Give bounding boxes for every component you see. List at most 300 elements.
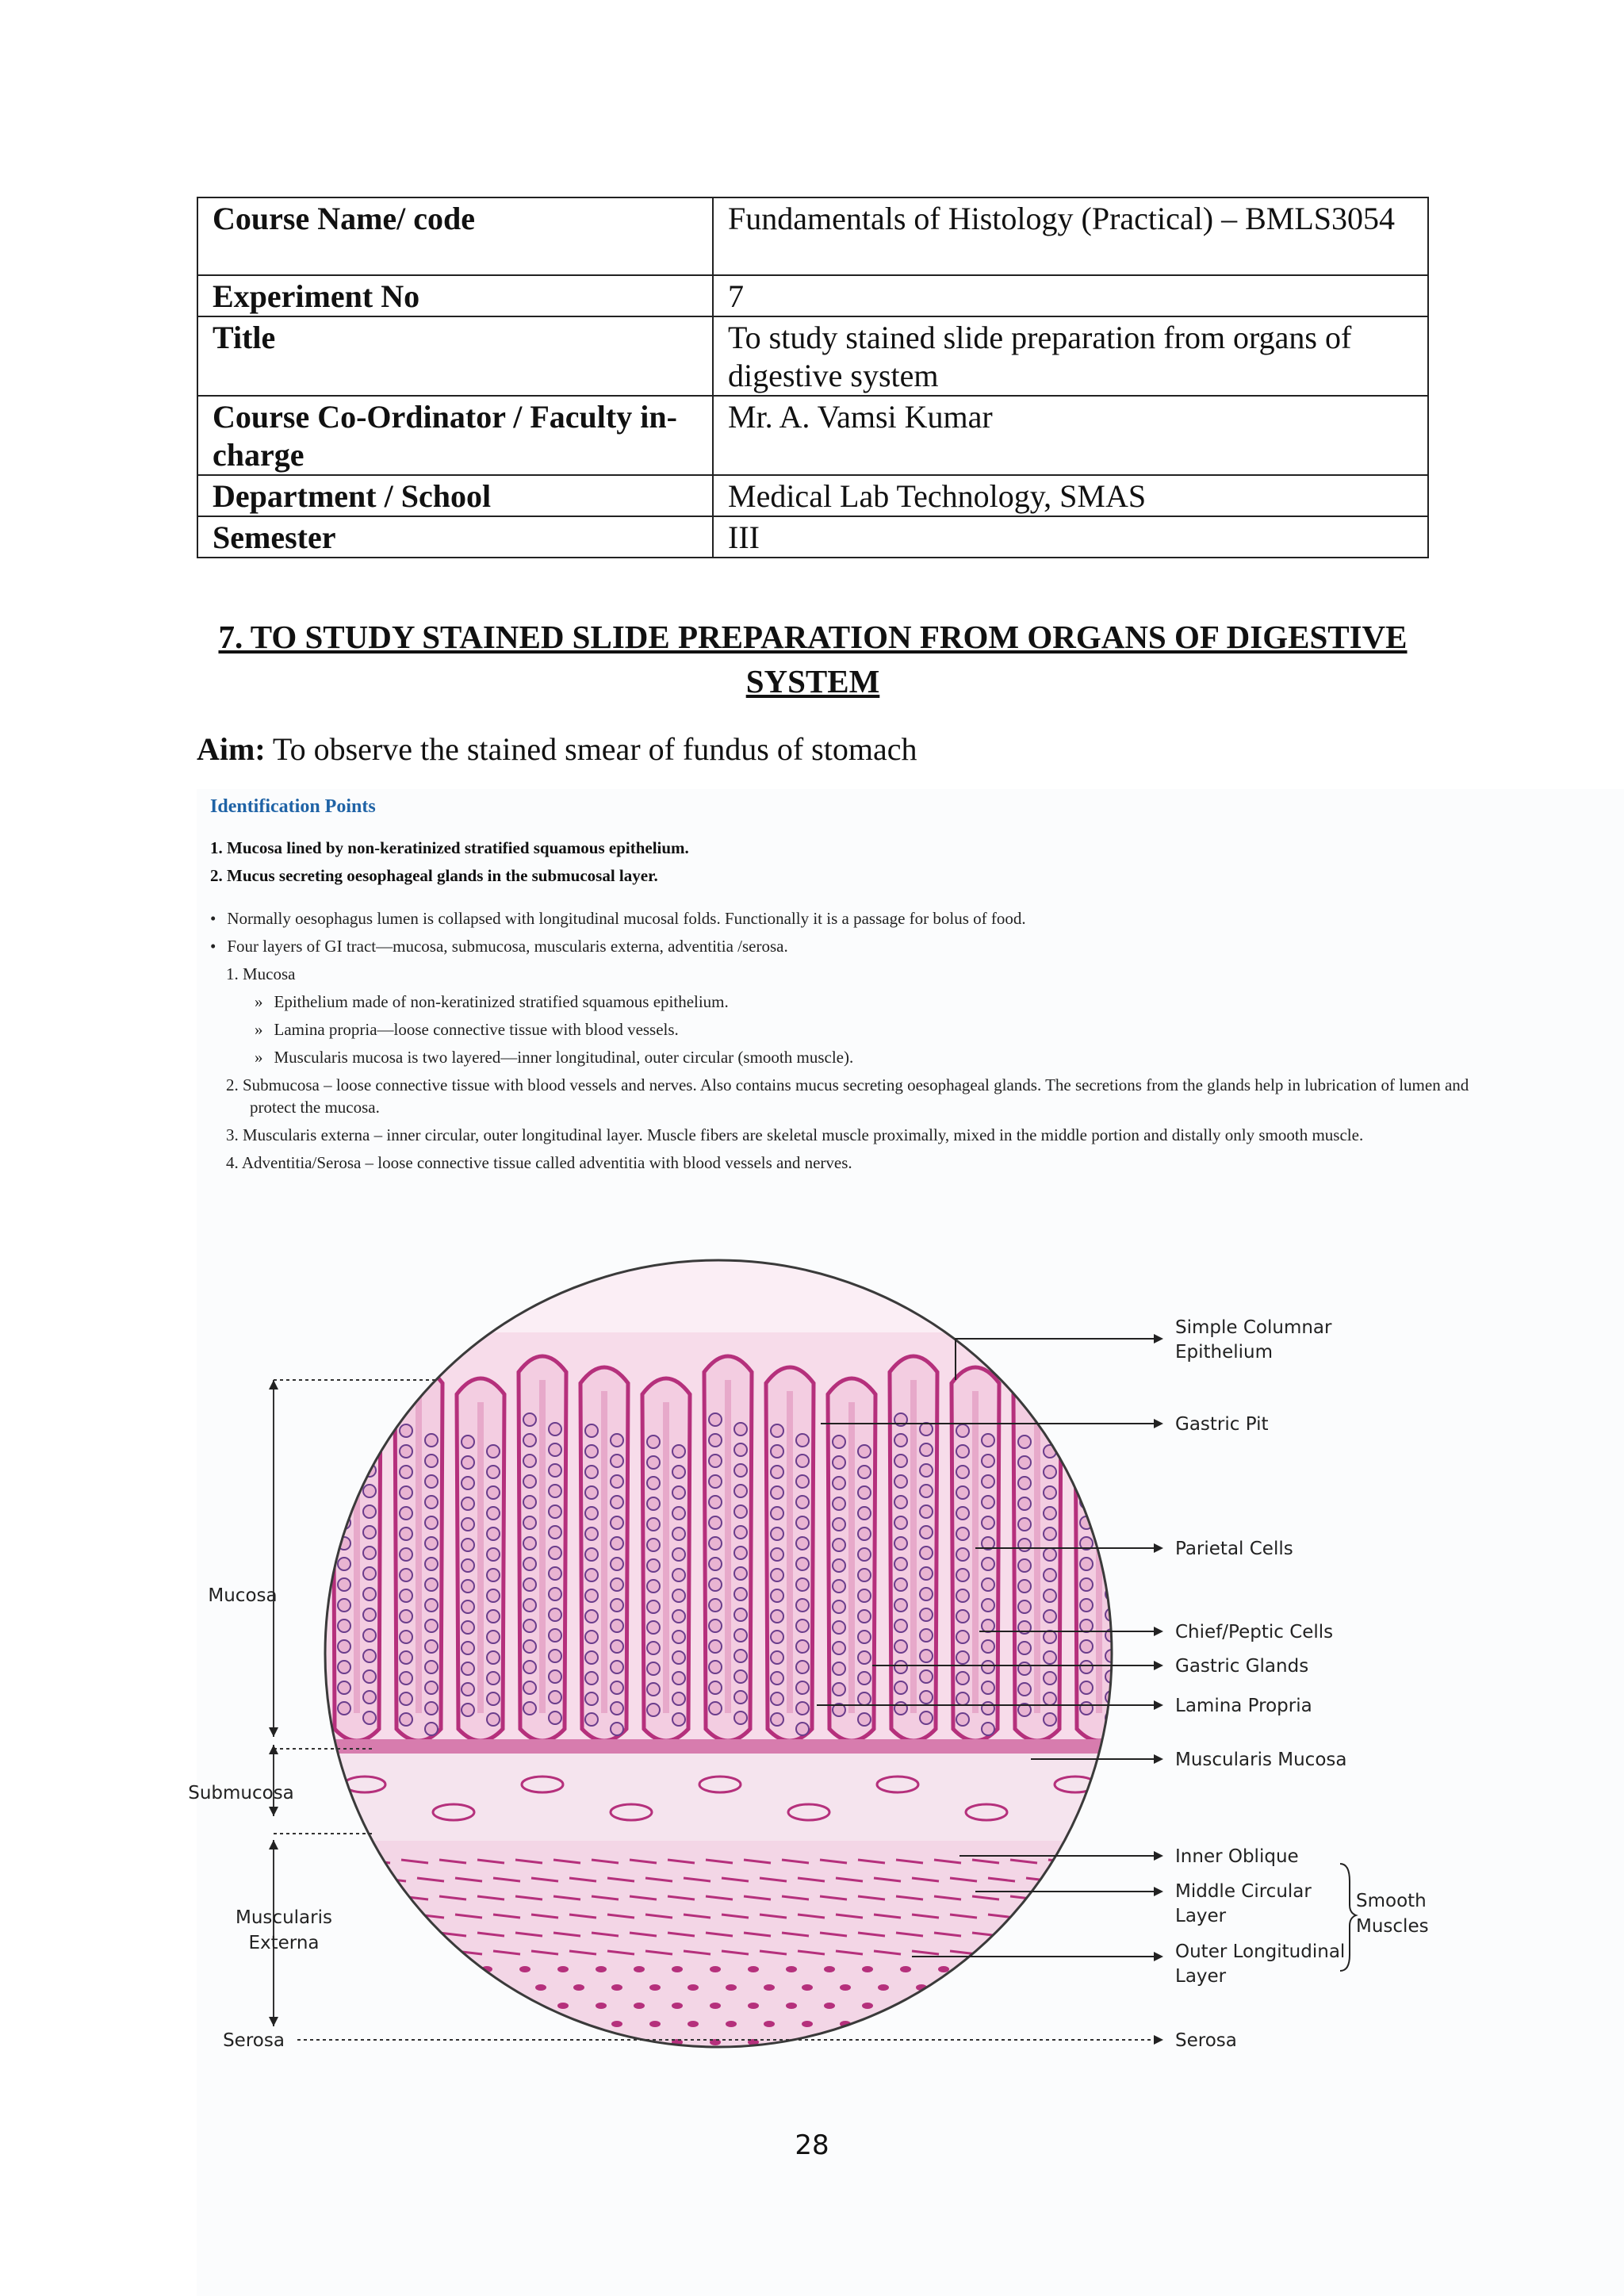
cell-nucleus bbox=[338, 1558, 350, 1570]
cell-nucleus bbox=[1044, 1548, 1056, 1561]
cell-nucleus bbox=[1018, 1580, 1031, 1593]
row-label: Department / School bbox=[197, 475, 713, 516]
row-value: Fundamentals of Histology (Practical) – BMLS3054 bbox=[713, 197, 1428, 275]
sub-text: Epithelium made of non-keratinized stratified squamous epithelium. bbox=[274, 992, 729, 1011]
cell-nucleus bbox=[1044, 1631, 1056, 1643]
muscle-fibre bbox=[1030, 2021, 1041, 2027]
cell-nucleus bbox=[363, 1443, 376, 1456]
cell-nucleus bbox=[647, 1704, 660, 1716]
cell-nucleus bbox=[523, 1434, 536, 1447]
cell-nucleus bbox=[338, 1475, 350, 1488]
cell-nucleus bbox=[462, 1477, 474, 1489]
cell-nucleus bbox=[400, 1713, 412, 1726]
muscle-fibre bbox=[1102, 1878, 1129, 1881]
aim-statement bbox=[197, 728, 917, 771]
list-item bbox=[210, 1018, 1479, 1041]
cell-nucleus bbox=[672, 1486, 685, 1499]
cell-nucleus bbox=[672, 1569, 685, 1581]
cell-nucleus bbox=[585, 1466, 598, 1478]
cell-nucleus bbox=[523, 1661, 536, 1673]
tissue-field bbox=[309, 1237, 1167, 2070]
stomach-fundus-diagram bbox=[188, 1237, 1515, 2070]
list-item bbox=[210, 991, 1479, 1013]
cell-nucleus bbox=[400, 1507, 412, 1520]
cell-nucleus bbox=[400, 1548, 412, 1561]
muscle-fibre bbox=[341, 1951, 368, 1954]
cell-nucleus bbox=[363, 1629, 376, 1642]
muscle-fibre bbox=[459, 1984, 470, 1991]
cell-nucleus bbox=[920, 1691, 933, 1704]
muscle-fibre bbox=[519, 2003, 530, 2009]
cell-nucleus bbox=[734, 1650, 747, 1662]
cell-nucleus bbox=[363, 1711, 376, 1724]
label-externa: Externa bbox=[248, 1933, 320, 1953]
cell-nucleus bbox=[425, 1599, 438, 1612]
cell-nucleus bbox=[982, 1619, 994, 1632]
arrow-head bbox=[269, 1380, 278, 1389]
cell-nucleus bbox=[771, 1569, 783, 1581]
label-outer-layer: Layer bbox=[1175, 1966, 1227, 1987]
muscle-fibre bbox=[363, 1933, 390, 1936]
muscle-fibre bbox=[341, 1915, 368, 1918]
cell-nucleus bbox=[920, 1547, 933, 1559]
cell-nucleus bbox=[611, 1537, 623, 1550]
cell-nucleus bbox=[523, 1455, 536, 1467]
cell-nucleus bbox=[771, 1445, 783, 1458]
cell-nucleus bbox=[523, 1496, 536, 1508]
label-chief-cells: Chief/Peptic Cells bbox=[1175, 1622, 1334, 1642]
muscle-fibre bbox=[976, 1966, 987, 1972]
cell-nucleus bbox=[1105, 1485, 1118, 1497]
cell-nucleus bbox=[1044, 1569, 1056, 1581]
cell-nucleus bbox=[858, 1548, 871, 1561]
cell-nucleus bbox=[833, 1477, 845, 1489]
cell-nucleus bbox=[796, 1723, 809, 1735]
muscle-fibre bbox=[1064, 1878, 1091, 1881]
cell-nucleus bbox=[462, 1642, 474, 1654]
cell-nucleus bbox=[771, 1507, 783, 1520]
muscle-fibre bbox=[824, 2003, 835, 2009]
label-gastric-pit: Gastric Pit bbox=[1175, 1414, 1269, 1435]
muscle-fibre bbox=[786, 2003, 797, 2009]
cell-nucleus bbox=[549, 1629, 561, 1642]
cell-nucleus bbox=[709, 1702, 722, 1715]
muscle-fibre bbox=[938, 1966, 949, 1972]
cell-nucleus bbox=[894, 1496, 907, 1508]
muscle-fibre bbox=[325, 1860, 352, 1863]
list-item: 4. Adventitia/Serosa – loose connective tissue called adventitia with blood vessels and nerves. bbox=[226, 1153, 852, 1172]
cell-nucleus bbox=[858, 1589, 871, 1602]
cell-nucleus bbox=[585, 1445, 598, 1458]
muscle-fibre bbox=[726, 2021, 737, 2027]
muscle-fibre bbox=[1124, 1860, 1151, 1863]
arrow-head bbox=[1154, 1419, 1163, 1428]
muscle-fibre bbox=[1086, 1860, 1113, 1863]
muscle-fibre bbox=[325, 1933, 352, 1936]
arrow-head bbox=[1154, 1543, 1163, 1553]
cell-nucleus bbox=[894, 1661, 907, 1673]
cell-nucleus bbox=[956, 1651, 969, 1664]
cell-nucleus bbox=[956, 1466, 969, 1478]
cell-nucleus bbox=[1080, 1434, 1093, 1447]
cell-nucleus bbox=[647, 1580, 660, 1593]
cell-nucleus bbox=[425, 1496, 438, 1508]
muscle-fibre bbox=[802, 2021, 813, 2027]
arrow-head bbox=[1154, 1627, 1163, 1636]
cell-nucleus bbox=[611, 1681, 623, 1694]
cell-nucleus bbox=[894, 1434, 907, 1447]
cell-nucleus bbox=[1044, 1527, 1056, 1540]
cell-nucleus bbox=[833, 1456, 845, 1469]
cell-nucleus bbox=[734, 1485, 747, 1497]
muscle-fibre bbox=[379, 1951, 406, 1954]
cell-nucleus bbox=[894, 1558, 907, 1570]
cell-nucleus bbox=[1080, 1578, 1093, 1591]
cell-nucleus bbox=[709, 1640, 722, 1653]
muscle-fibre bbox=[649, 2021, 661, 2027]
cell-nucleus bbox=[796, 1599, 809, 1612]
cell-nucleus bbox=[771, 1631, 783, 1643]
muscle-fibre bbox=[405, 2003, 416, 2009]
row-value: Medical Lab Technology, SMAS bbox=[713, 475, 1428, 516]
cell-nucleus bbox=[833, 1497, 845, 1510]
label-serosa-right: Serosa bbox=[1175, 2030, 1237, 2051]
cell-nucleus bbox=[796, 1702, 809, 1715]
layer-heading: 1. Mucosa bbox=[226, 964, 296, 983]
cell-nucleus bbox=[709, 1413, 722, 1426]
cell-nucleus bbox=[894, 1599, 907, 1612]
cell-nucleus bbox=[400, 1631, 412, 1643]
cell-nucleus bbox=[549, 1691, 561, 1704]
muscle-fibre bbox=[672, 2003, 683, 2009]
cell-nucleus bbox=[709, 1434, 722, 1447]
cell-nucleus bbox=[585, 1631, 598, 1643]
cell-nucleus bbox=[363, 1423, 376, 1435]
muscle-fibre bbox=[596, 1966, 607, 1972]
cell-nucleus bbox=[734, 1464, 747, 1477]
cell-nucleus bbox=[709, 1661, 722, 1673]
muscle-fibre bbox=[443, 2003, 454, 2009]
cell-nucleus bbox=[833, 1642, 845, 1654]
muscle-fibre bbox=[1068, 1984, 1079, 1991]
label-gastric-glands: Gastric Glands bbox=[1175, 1656, 1309, 1677]
table-row bbox=[197, 275, 1428, 316]
cell-nucleus bbox=[833, 1539, 845, 1551]
label-epithelium: Epithelium bbox=[1175, 1342, 1274, 1363]
table-row bbox=[197, 197, 1428, 275]
cell-nucleus bbox=[647, 1642, 660, 1654]
experiment-heading: 7. TO STUDY STAINED SLIDE PREPARATION FROM ORGANS OF DIGESTIVE SYSTEM bbox=[218, 619, 1408, 700]
cell-nucleus bbox=[338, 1496, 350, 1508]
label-middle-circular: Middle Circular bbox=[1175, 1881, 1312, 1902]
cell-nucleus bbox=[709, 1455, 722, 1467]
cell-nucleus bbox=[462, 1662, 474, 1675]
muscle-fibre bbox=[764, 2021, 775, 2027]
cell-nucleus bbox=[363, 1567, 376, 1580]
muscle-fibre bbox=[557, 2003, 569, 2009]
cell-nucleus bbox=[858, 1631, 871, 1643]
muscle-fibre bbox=[535, 1984, 546, 1991]
muscle-fibre bbox=[938, 2003, 949, 2009]
cell-nucleus bbox=[400, 1466, 412, 1478]
label-outer-longitudinal: Outer Longitudinal bbox=[1175, 1941, 1346, 1962]
cell-nucleus bbox=[1105, 1423, 1118, 1435]
cell-nucleus bbox=[400, 1569, 412, 1581]
cell-nucleus bbox=[523, 1599, 536, 1612]
identification-title: Identification Points bbox=[210, 796, 376, 817]
cell-nucleus bbox=[894, 1475, 907, 1488]
cell-nucleus bbox=[1044, 1672, 1056, 1685]
arrow-head bbox=[1154, 1887, 1163, 1896]
cell-nucleus bbox=[796, 1640, 809, 1653]
list-item bbox=[210, 935, 1479, 957]
cell-nucleus bbox=[487, 1672, 500, 1685]
muscle-fibre bbox=[1014, 1966, 1025, 1972]
muscle-fibre bbox=[992, 1984, 1003, 1991]
table-row bbox=[197, 316, 1428, 396]
cell-nucleus bbox=[487, 1610, 500, 1623]
cell-nucleus bbox=[858, 1692, 871, 1705]
muscle-fibre bbox=[878, 2021, 889, 2027]
cell-nucleus bbox=[672, 1631, 685, 1643]
list-item: 2. Submucosa – loose connective tissue with blood vessels and nerves. Also contains mucus secreting oesophageal glands. The secretions from the glands help in lubrication of lumen and protect the mucosa. bbox=[226, 1075, 1469, 1117]
cell-nucleus bbox=[549, 1711, 561, 1724]
cell-nucleus bbox=[672, 1507, 685, 1520]
sub-text: Lamina propria—loose connective tissue with blood vessels. bbox=[274, 1020, 679, 1039]
cell-nucleus bbox=[734, 1505, 747, 1518]
cell-nucleus bbox=[734, 1588, 747, 1600]
cell-nucleus bbox=[894, 1619, 907, 1632]
muscle-fibre bbox=[325, 1896, 352, 1899]
cell-nucleus bbox=[982, 1723, 994, 1735]
cell-nucleus bbox=[920, 1505, 933, 1518]
cell-nucleus bbox=[523, 1681, 536, 1694]
aim-label: Aim: bbox=[197, 731, 266, 767]
cell-nucleus bbox=[400, 1527, 412, 1540]
muscle-fibre bbox=[1064, 1951, 1091, 1954]
muscle-fibre bbox=[672, 1966, 683, 1972]
cell-nucleus bbox=[338, 1702, 350, 1715]
cell-nucleus bbox=[523, 1619, 536, 1632]
label-mucosa: Mucosa bbox=[208, 1585, 278, 1606]
cell-nucleus bbox=[549, 1670, 561, 1683]
list-item bbox=[210, 907, 1479, 930]
cell-nucleus bbox=[611, 1599, 623, 1612]
bullet-text: Normally oesophagus lumen is collapsed with longitudinal mucosal folds. Functionally it is a passage for bolus of food. bbox=[227, 909, 1026, 928]
cell-nucleus bbox=[462, 1559, 474, 1572]
cell-nucleus bbox=[647, 1518, 660, 1531]
cell-nucleus bbox=[920, 1650, 933, 1662]
cell-nucleus bbox=[647, 1497, 660, 1510]
cell-nucleus bbox=[956, 1486, 969, 1499]
cell-nucleus bbox=[709, 1537, 722, 1550]
cell-nucleus bbox=[647, 1477, 660, 1489]
cell-nucleus bbox=[363, 1547, 376, 1559]
arrow-head bbox=[1154, 1952, 1163, 1961]
cell-nucleus bbox=[585, 1569, 598, 1581]
muscle-fibre bbox=[611, 2021, 622, 2027]
cell-nucleus bbox=[647, 1435, 660, 1448]
cell-nucleus bbox=[894, 1640, 907, 1653]
muscle-fibre bbox=[1048, 1933, 1075, 1936]
cell-nucleus bbox=[796, 1681, 809, 1694]
cell-nucleus bbox=[771, 1424, 783, 1437]
cell-nucleus bbox=[462, 1580, 474, 1593]
cell-nucleus bbox=[1018, 1497, 1031, 1510]
cell-nucleus bbox=[363, 1588, 376, 1600]
arrow-head bbox=[1154, 1334, 1163, 1343]
muscle-fibre bbox=[726, 1984, 737, 1991]
cell-nucleus bbox=[425, 1537, 438, 1550]
row-label: Semester bbox=[197, 516, 713, 558]
cell-nucleus bbox=[709, 1578, 722, 1591]
muscle-fibre bbox=[1090, 2003, 1101, 2009]
cell-nucleus bbox=[956, 1507, 969, 1520]
cell-nucleus bbox=[487, 1569, 500, 1581]
cell-nucleus bbox=[858, 1651, 871, 1664]
cell-nucleus bbox=[487, 1445, 500, 1458]
cell-nucleus bbox=[647, 1683, 660, 1696]
cell-nucleus bbox=[487, 1486, 500, 1499]
cell-nucleus bbox=[611, 1640, 623, 1653]
muscle-fibre bbox=[1144, 2021, 1155, 2027]
cell-nucleus bbox=[672, 1466, 685, 1478]
cell-nucleus bbox=[549, 1505, 561, 1518]
cell-nucleus bbox=[611, 1475, 623, 1488]
muscle-fibre bbox=[417, 1951, 444, 1954]
cell-nucleus bbox=[1105, 1691, 1118, 1704]
cell-nucleus bbox=[487, 1713, 500, 1726]
cell-nucleus bbox=[462, 1497, 474, 1510]
muscle-fibre bbox=[802, 1984, 813, 1991]
cell-nucleus bbox=[796, 1558, 809, 1570]
muscle-fibre bbox=[764, 1984, 775, 1991]
cell-nucleus bbox=[920, 1588, 933, 1600]
cell-nucleus bbox=[1044, 1507, 1056, 1520]
cell-nucleus bbox=[585, 1692, 598, 1705]
cell-nucleus bbox=[549, 1567, 561, 1580]
cell-nucleus bbox=[1044, 1486, 1056, 1499]
muscle-fibre bbox=[1102, 1915, 1129, 1918]
muscle-fibre bbox=[497, 2021, 508, 2027]
cell-nucleus bbox=[1018, 1477, 1031, 1489]
cell-nucleus bbox=[982, 1640, 994, 1653]
cell-nucleus bbox=[1080, 1455, 1093, 1467]
cell-nucleus bbox=[982, 1702, 994, 1715]
cell-nucleus bbox=[549, 1423, 561, 1435]
cell-nucleus bbox=[611, 1702, 623, 1715]
cell-nucleus bbox=[920, 1464, 933, 1477]
muscle-fibre bbox=[1064, 1915, 1091, 1918]
row-value: Mr. A. Vamsi Kumar bbox=[713, 396, 1428, 475]
label-parietal-cells: Parietal Cells bbox=[1175, 1539, 1293, 1559]
cell-nucleus bbox=[611, 1455, 623, 1467]
muscle-fibre bbox=[345, 1984, 356, 1991]
bullet-text: Four layers of GI tract—mucosa, submucosa, muscularis externa, adventitia /serosa. bbox=[227, 937, 788, 956]
cell-nucleus bbox=[796, 1661, 809, 1673]
cell-nucleus bbox=[796, 1537, 809, 1550]
cell-nucleus bbox=[734, 1443, 747, 1456]
arrow-head bbox=[269, 1727, 278, 1737]
label-smooth: Smooth bbox=[1356, 1891, 1427, 1911]
cell-nucleus bbox=[1080, 1640, 1093, 1653]
cell-nucleus bbox=[734, 1711, 747, 1724]
cell-nucleus bbox=[400, 1651, 412, 1664]
muscle-fibre bbox=[535, 2021, 546, 2027]
cell-nucleus bbox=[982, 1681, 994, 1694]
muscle-fibre bbox=[1090, 1966, 1101, 1972]
label-muscles: Muscles bbox=[1356, 1916, 1429, 1937]
cell-nucleus bbox=[982, 1434, 994, 1447]
cell-nucleus bbox=[523, 1558, 536, 1570]
cell-nucleus bbox=[956, 1589, 969, 1602]
muscle-fibre bbox=[1124, 1933, 1151, 1936]
cell-nucleus bbox=[920, 1670, 933, 1683]
muscle-fibre bbox=[1048, 1896, 1075, 1899]
cell-nucleus bbox=[425, 1640, 438, 1653]
arrow-head bbox=[1154, 1754, 1163, 1764]
cell-nucleus bbox=[672, 1713, 685, 1726]
cell-nucleus bbox=[363, 1505, 376, 1518]
cell-nucleus bbox=[956, 1424, 969, 1437]
cell-nucleus bbox=[956, 1692, 969, 1705]
table-row bbox=[197, 396, 1428, 475]
label-middle-layer: Layer bbox=[1175, 1906, 1227, 1926]
cell-nucleus bbox=[1018, 1600, 1031, 1613]
cell-nucleus bbox=[956, 1445, 969, 1458]
cell-nucleus bbox=[363, 1485, 376, 1497]
muscle-fibre bbox=[1128, 2003, 1139, 2009]
cell-nucleus bbox=[338, 1681, 350, 1694]
cell-nucleus bbox=[1080, 1475, 1093, 1488]
cell-nucleus bbox=[672, 1610, 685, 1623]
cell-nucleus bbox=[462, 1435, 474, 1448]
sub-text: Muscularis mucosa is two layered—inner longitudinal, outer circular (smooth muscle). bbox=[274, 1048, 854, 1067]
muscle-fibre bbox=[954, 1984, 965, 1991]
cell-nucleus bbox=[833, 1600, 845, 1613]
cell-nucleus bbox=[549, 1547, 561, 1559]
cell-nucleus bbox=[462, 1456, 474, 1469]
cell-nucleus bbox=[771, 1713, 783, 1726]
cell-nucleus bbox=[734, 1691, 747, 1704]
cell-nucleus bbox=[549, 1443, 561, 1456]
cell-nucleus bbox=[585, 1651, 598, 1664]
muscle-fibre bbox=[1128, 1966, 1139, 1972]
cell-nucleus bbox=[611, 1578, 623, 1591]
cell-nucleus bbox=[920, 1423, 933, 1435]
arrow-head bbox=[269, 2017, 278, 2026]
cell-nucleus bbox=[363, 1670, 376, 1683]
cell-nucleus bbox=[982, 1455, 994, 1467]
label-muscularis: Muscularis bbox=[236, 1907, 332, 1928]
row-label: Course Co-Ordinator / Faculty in-charge bbox=[197, 396, 713, 475]
cell-nucleus bbox=[709, 1558, 722, 1570]
cell-nucleus bbox=[400, 1424, 412, 1437]
muscle-fibre bbox=[878, 1984, 889, 1991]
muscle-fibre bbox=[976, 2003, 987, 2009]
muscle-fibre bbox=[1052, 1966, 1063, 1972]
cell-nucleus bbox=[920, 1629, 933, 1642]
muscle-fibre bbox=[596, 2003, 607, 2009]
cell-nucleus bbox=[1018, 1662, 1031, 1675]
cell-nucleus bbox=[549, 1526, 561, 1539]
cell-nucleus bbox=[611, 1661, 623, 1673]
muscle-fibre bbox=[1140, 1915, 1167, 1918]
muscle-fibre bbox=[383, 1984, 394, 1991]
muscle-fibre bbox=[1086, 1933, 1113, 1936]
muscle-fibre bbox=[710, 2003, 721, 2009]
cell-nucleus bbox=[833, 1559, 845, 1572]
